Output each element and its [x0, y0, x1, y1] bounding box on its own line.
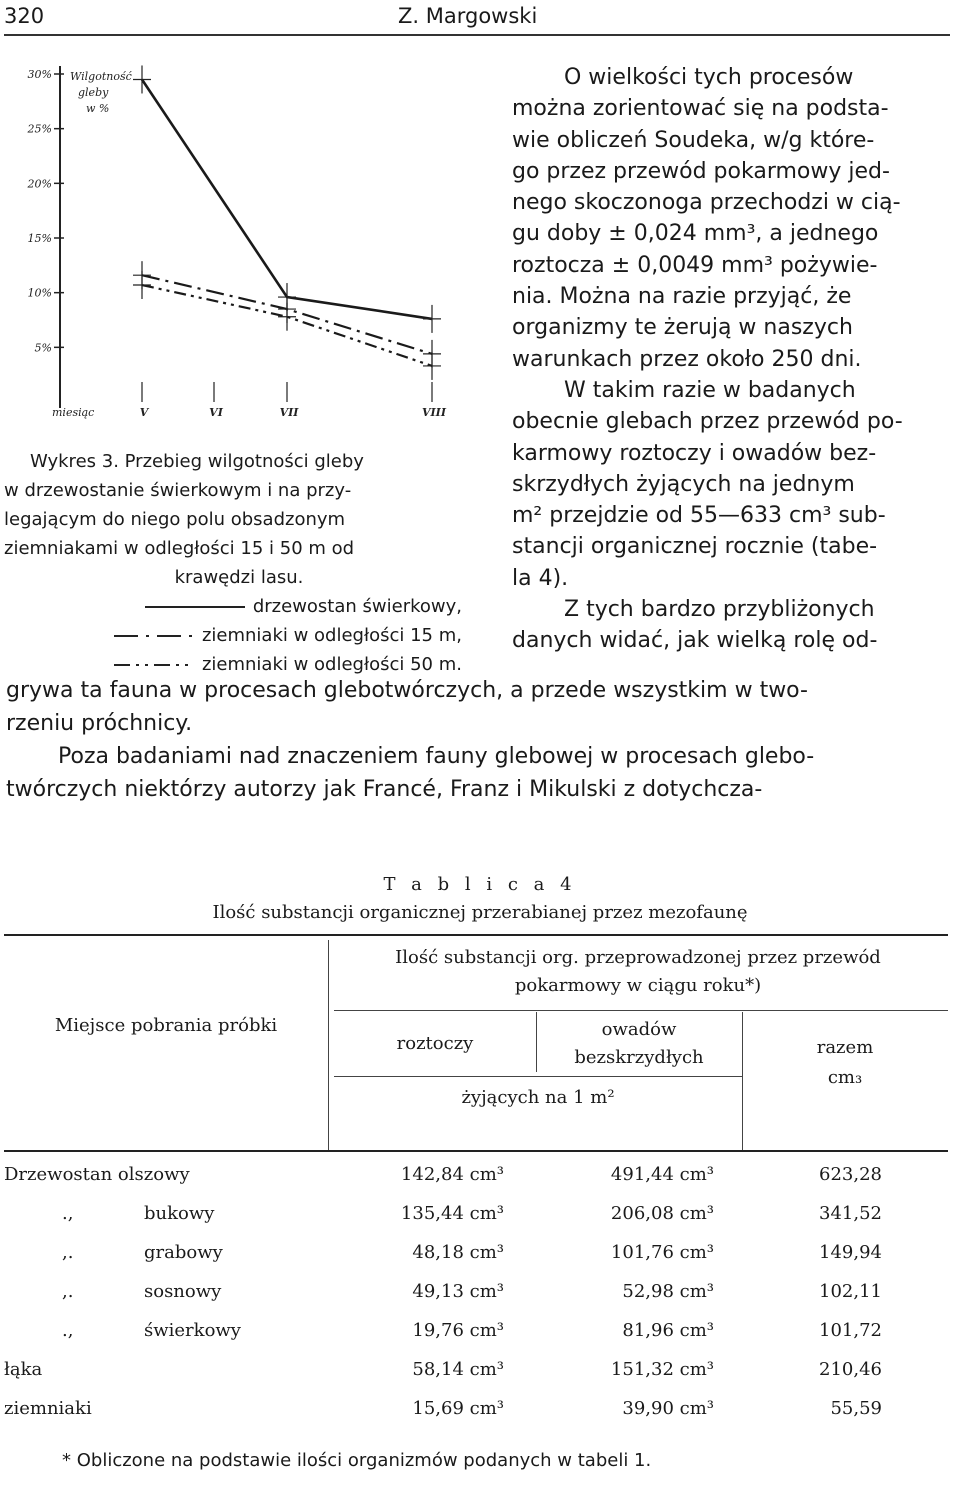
table-row: [4, 1390, 948, 1428]
cell-total: 149,94: [819, 1242, 882, 1263]
header-insects-line1: owadów: [601, 1019, 677, 1040]
cell-insects: 52,98 cm³: [622, 1281, 714, 1302]
x-tick-label: VI: [209, 406, 223, 419]
cell-insects: 491,44 cm³: [610, 1164, 714, 1185]
text-line: rzeniu próchnicy.: [6, 711, 193, 736]
cell-mites: 49,13 cm³: [412, 1281, 504, 1302]
x-axis-label: miesiąc: [52, 406, 95, 419]
cell-total: 101,72: [819, 1320, 882, 1341]
text-line: m² przejdzie od 55—633 cm³ sub-: [512, 503, 886, 529]
text-line: nego skoczonoga przechodzi w cią-: [512, 190, 901, 216]
cell-total: 341,52: [819, 1203, 882, 1224]
text-line: Poza badaniami nad znaczeniem fauny glebowej w procesach glebo-: [58, 744, 815, 769]
cell-mites: 58,14 cm³: [412, 1359, 504, 1380]
y-axis-label: w %: [86, 102, 110, 115]
text-line: O wielkości tych procesów: [564, 65, 854, 90]
cell-place: grabowy: [144, 1242, 223, 1263]
y-tick-label: 5%: [34, 341, 52, 355]
caption-line: Wykres 3. Przebieg wilgotności gleby: [30, 451, 364, 472]
cell-insects: 101,76 cm³: [610, 1242, 714, 1263]
cell-insects: 81,96 cm³: [622, 1320, 714, 1341]
legend-swatch-dashdotdot: [114, 660, 194, 670]
cell-place: sosnowy: [144, 1281, 222, 1302]
text-line: go przez przewód pokarmowy jed-: [512, 158, 890, 184]
cell-place: łąka: [4, 1359, 43, 1380]
cell-ditto: .,: [62, 1203, 74, 1224]
cell-ditto: ,.: [62, 1242, 74, 1263]
table-row: [4, 1156, 948, 1194]
caption-line: ziemniakami w odległości 15 i 50 m od: [4, 538, 355, 559]
legend-label: ziemniaki w odległości 50 m.: [201, 654, 462, 675]
legend-swatch-solid: [145, 602, 245, 612]
cell-insects: 206,08 cm³: [610, 1203, 714, 1224]
legend-swatch-dashdot: [114, 631, 194, 641]
table-head-rule: [4, 1150, 948, 1152]
full-width-text: [6, 674, 948, 806]
text-line: wie obliczeń Soudeka, w/g które-: [512, 127, 875, 153]
table-row: [4, 1312, 948, 1350]
legend-item-spruce: [4, 592, 474, 621]
header-rule: [4, 34, 950, 36]
text-line: nia. Można na razie przyjąć, że: [512, 284, 852, 310]
text-line: organizmy te żerują w naszych: [512, 315, 853, 341]
series-line-1: [142, 79, 432, 318]
header-living: żyjących na 1 m²: [461, 1087, 615, 1108]
footnote: * Obliczone na podstawie ilości organizmów podanych w tabeli 1.: [62, 1450, 652, 1471]
x-tick-label: VIII: [422, 406, 446, 419]
figure-caption: [4, 447, 474, 679]
y-tick-label: 25%: [27, 122, 52, 136]
cell-mites: 19,76 cm³: [412, 1320, 504, 1341]
caption-line: w drzewostanie świerkowym i na przy-: [4, 480, 352, 501]
cell-mites: 48,18 cm³: [412, 1242, 504, 1263]
y-tick-label: 30%: [27, 68, 52, 81]
table-title: T a b l i c a 4: [383, 874, 577, 895]
cell-ditto: .,: [62, 1320, 74, 1341]
text-line: skrzydłych żyjących na jednym: [512, 471, 855, 497]
cell-insects: 39,90 cm³: [622, 1398, 714, 1419]
cell-ditto: ,.: [62, 1281, 74, 1302]
cell-total: 623,28: [819, 1164, 882, 1185]
text-line: karmowy roztoczy i owadów bez-: [512, 440, 877, 466]
table-top-rule: [4, 934, 948, 936]
text-line: danych widać, jak wielką rolę od-: [512, 628, 878, 654]
humidity-chart: [0, 52, 470, 432]
caption-line: legającym do niego polu obsadzonym: [4, 509, 346, 530]
x-tick-label: V: [139, 406, 149, 419]
cell-total: 210,46: [819, 1359, 882, 1380]
cell-total: 55,59: [830, 1398, 882, 1419]
text-line: twórczych niektórzy autorzy jak Francé, Franz i Mikulski z dotychcza-: [6, 777, 763, 802]
text-line: obecnie glebach przez przewód po-: [512, 409, 903, 435]
chart-canvas: [0, 52, 470, 432]
header-place: Miejsce pobrania próbki: [54, 1015, 278, 1036]
y-axis-label: Wilgotność: [70, 70, 132, 83]
text-line: warunkach przez około 250 dni.: [512, 346, 862, 372]
table-row: [4, 1195, 948, 1233]
legend-item-potatoes-15: [4, 621, 474, 650]
y-tick-label: 20%: [27, 177, 52, 191]
y-axis-label: gleby: [78, 86, 109, 99]
cell-mites: 15,69 cm³: [412, 1398, 504, 1419]
x-tick-label: VII: [279, 406, 299, 419]
table-subtitle: Ilość substancji organicznej przerabianej przez mezofaunę: [212, 902, 748, 923]
cell-mites: 142,84 cm³: [400, 1164, 504, 1185]
legend-label: ziemniaki w odległości 15 m,: [201, 625, 462, 646]
text-line: można zorientować się na podsta-: [512, 96, 889, 122]
table-row: [4, 1273, 948, 1311]
table-row: [4, 1351, 948, 1389]
legend-label: drzewostan świerkowy,: [252, 596, 462, 617]
cell-place: bukowy: [144, 1203, 215, 1224]
page-header: [0, 4, 960, 34]
y-tick-label: 10%: [27, 286, 52, 300]
text-line: gu doby ± 0,024 mm³, a jednego: [512, 221, 879, 247]
caption-line: krawędzi lasu.: [174, 567, 304, 588]
cell-total: 102,11: [819, 1281, 882, 1302]
cell-insects: 151,32 cm³: [610, 1359, 714, 1380]
right-column-text: [512, 62, 948, 657]
header-group-line2: pokarmowy w ciągu roku*): [514, 975, 762, 996]
cell-place: Drzewostan olszowy: [4, 1164, 190, 1185]
table-sub-rule: [334, 1076, 742, 1077]
running-head: Z. Margowski: [398, 4, 538, 28]
table-row: [4, 1234, 948, 1272]
data-table: [4, 934, 948, 1419]
text-line: Z tych bardzo przybliżonych: [564, 597, 875, 623]
text-line: W takim razie w badanych: [564, 377, 856, 403]
header-total-line2: cm₃: [827, 1067, 863, 1088]
text-line: grywa ta fauna w procesach glebotwórczych, a przede wszystkim w two-: [6, 678, 808, 703]
y-tick-label: 15%: [27, 232, 52, 245]
header-insects-line2: bezskrzydłych: [574, 1047, 704, 1068]
cell-place: świerkowy: [144, 1320, 241, 1341]
text-line: la 4).: [512, 565, 569, 591]
header-group-line1: Ilość substancji org. przeprowadzonej przez przewód: [395, 947, 881, 968]
header-total-line1: razem: [816, 1037, 874, 1058]
page-number: 320: [4, 4, 45, 28]
table-group-rule: [334, 1010, 948, 1011]
cell-place: ziemniaki: [4, 1398, 92, 1419]
text-line: stancji organicznej rocznie (tabe-: [512, 534, 878, 560]
cell-mites: 135,44 cm³: [400, 1203, 504, 1224]
header-mites: roztoczy: [396, 1033, 474, 1054]
text-line: roztocza ± 0,0049 mm³ pożywie-: [512, 252, 878, 278]
